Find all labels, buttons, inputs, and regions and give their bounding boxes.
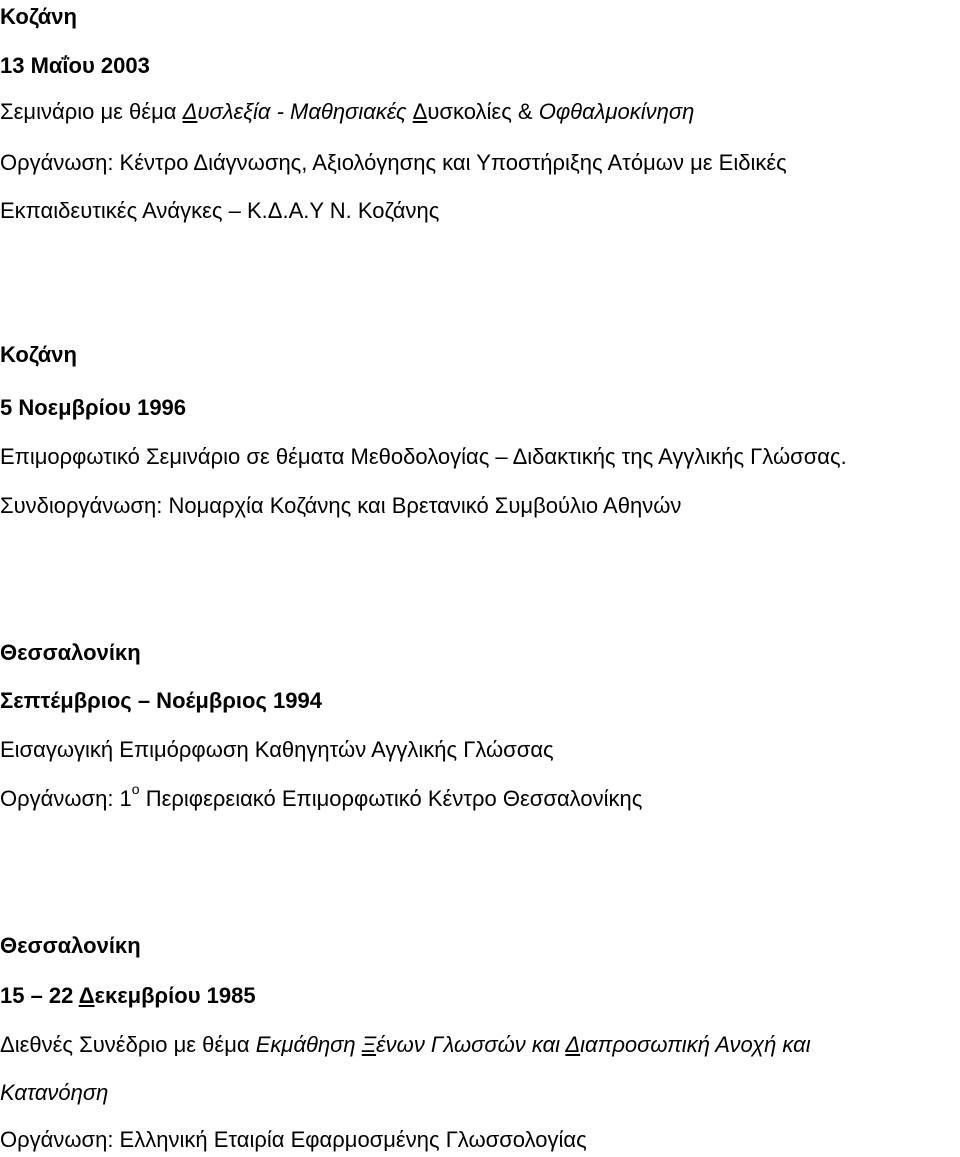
topic-underlined-letter-2: Δ — [412, 99, 428, 124]
entry-date: 13 Μαΐου 2003 — [0, 53, 150, 78]
organizer-prefix: Οργάνωση: 1 — [0, 786, 132, 811]
topic-underlined-letter-2: Δ — [565, 1032, 581, 1057]
description-topic-line1 — [256, 1032, 811, 1057]
entry-organizer: Συνδιοργάνωση: Νομαρχία Κοζάνης και Βρετανικό Συμβούλιο Αθηνών — [0, 493, 682, 518]
entry-city: Κοζάνη — [0, 342, 77, 367]
topic-underlined-letter: Ξ — [361, 1032, 377, 1057]
topic-text-c: ιαπροσωπική Ανοχή και — [580, 1032, 811, 1057]
entry-description-line1 — [0, 1030, 811, 1060]
topic-underlined-letter: Δ — [182, 99, 198, 124]
date-range-start: 15 – 22 — [0, 983, 79, 1008]
entry-organizer: Οργάνωση: Ελληνική Εταιρία Εφαρμοσμένης Γλωσσολογίας — [0, 1127, 587, 1152]
entry-date: 5 Νοεμβρίου 1996 — [0, 395, 187, 420]
organizer-suffix: Περιφερειακό Επιμορφωτικό Κέντρο Θεσσαλονίκης — [139, 786, 643, 811]
entry-city: Κοζάνη — [0, 4, 77, 29]
entry-description — [0, 97, 694, 127]
topic-text-b: ένων Γλωσσών και — [376, 1032, 566, 1057]
entry-description-line2: Κατανόηση — [0, 1080, 109, 1105]
date-underlined-letter: Δ — [78, 983, 95, 1008]
topic-text-part3: υσκολίες & — [427, 99, 539, 124]
date-range-rest: εκεμβρίου 1985 — [94, 983, 256, 1008]
entry-city: Θεσσαλονίκη — [0, 933, 141, 958]
entry-date — [0, 981, 256, 1011]
organizer-ordinal: ο — [131, 780, 140, 797]
entry-city: Θεσσαλονίκη — [0, 640, 141, 665]
entry-organizer — [0, 780, 643, 814]
entry-date: Σεπτέμβριος – Νοέμβριος 1994 — [0, 688, 322, 713]
topic-text-a: Εκμάθηση — [255, 1032, 362, 1057]
description-prefix: Διεθνές Συνέδριο με θέμα — [0, 1032, 256, 1057]
description-prefix: Σεμινάριο με θέμα — [0, 99, 183, 124]
topic-text-part1: υσλεξία - Μαθησιακές — [197, 99, 413, 124]
entry-description: Εισαγωγική Επιμόρφωση Καθηγητών Αγγλικής Γλώσσας — [0, 737, 554, 762]
description-topic — [183, 99, 413, 124]
entry-description: Επιμορφωτικό Σεμινάριο σε θέματα Μεθοδολογίας – Διδακτικής της Αγγλικής Γλώσσας. — [0, 444, 847, 469]
entry-organizer-line1: Οργάνωση: Κέντρο Διάγνωσης, Αξιολόγησης και Υποστήριξης Ατόμων με Ειδικές — [0, 150, 787, 175]
entry-organizer-line2: Εκπαιδευτικές Ανάγκες – Κ.Δ.Α.Υ Ν. Κοζάνης — [0, 198, 440, 223]
topic-text-part4: Οφθαλμοκίνηση — [538, 99, 695, 124]
